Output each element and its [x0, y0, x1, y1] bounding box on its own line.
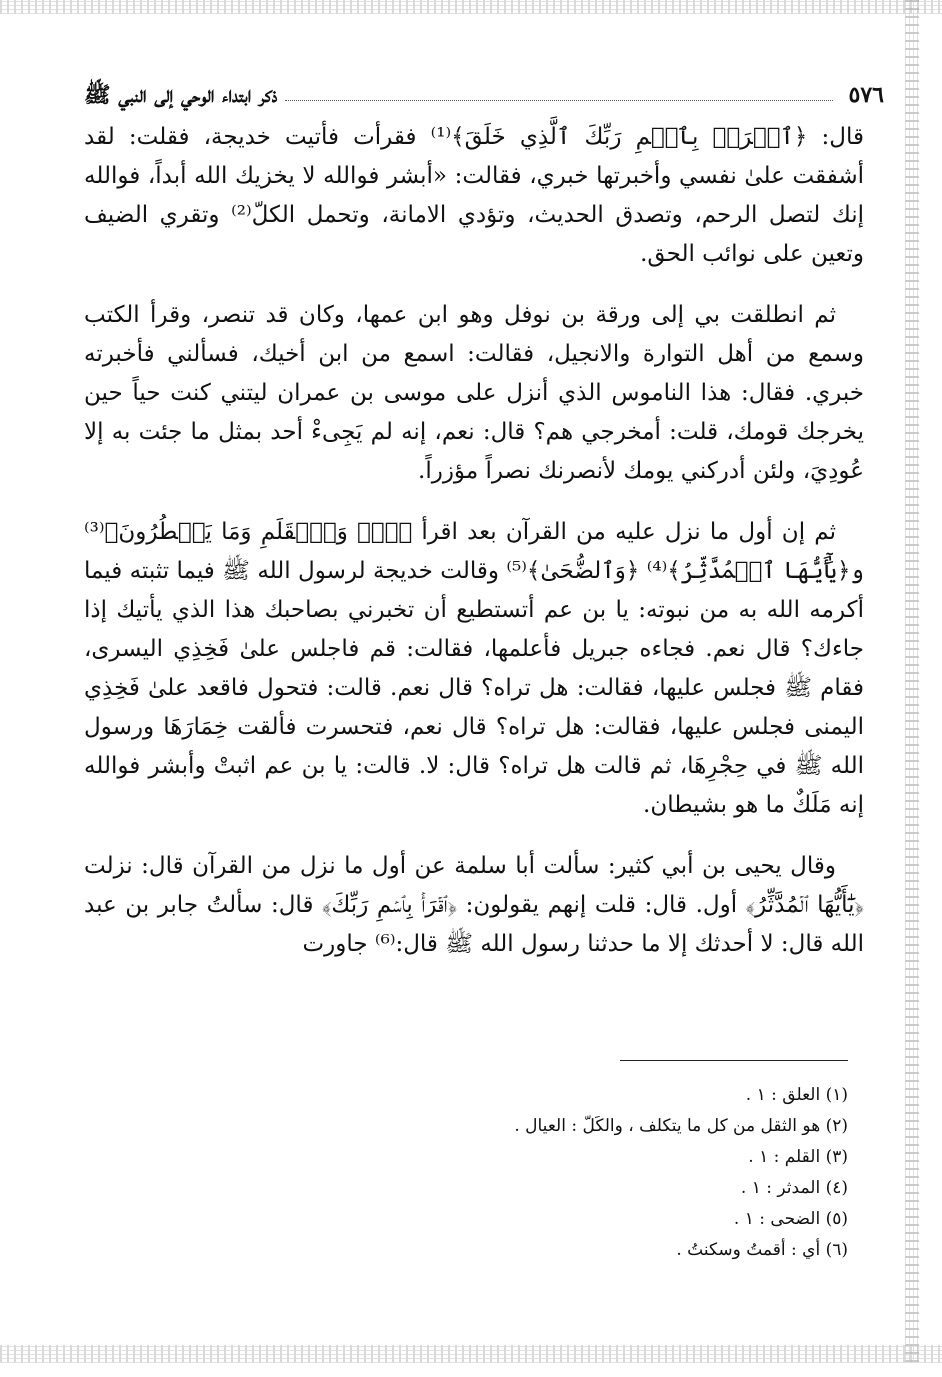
page-border-right: [905, 0, 919, 1362]
header-dotted-rule: [285, 100, 832, 101]
main-text: [84, 118, 864, 986]
footnote-4: (٤) المدثر : ١ .: [740, 1178, 848, 1198]
footnote-separator: [620, 1060, 848, 1061]
paragraph-4: وقال يحيى بن أبي كثير: سألت أبا سلمة عن أول ما نزل من القرآن قال: نزلت ﴿يَٰٓأَيُّهَا ٱلۡمُدَّثِّرُ﴾ أول. قال: قلت إنهم يقولون: ﴿ٱقۡرَأۡ بِٱسۡمِ رَبِّكَ﴾ قال: سألتُ جابر بن عبد الله قال: لا أحدثك إلا ما حدثنا رسول الله ﷺ قال:⁽⁶⁾ جاورت: [84, 853, 864, 957]
footnote-2: (٢) هو الثقل من كل ما يتكلف ، والكَلّ : العيال .: [514, 1116, 848, 1136]
footnote-1: (١) العلق : ١ .: [745, 1085, 848, 1105]
footnote-3: (٣) القلم : ١ .: [748, 1147, 848, 1167]
paragraph-1: قال: ﴿ٱقۡرَأۡ بِٱسۡمِ رَبِّكَ ٱلَّذِي خَلَقَ﴾⁽¹⁾ فقرأت فأتيت خديجة، فقلت: لقد أشفقت علىٰ نفسي وأخبرتها خبري، فقالت: «أبشر فوالله لا يخزيك الله أبداً، فوالله إنك لتصل الرحم، وتصدق الحديث، وتؤدي الامانة، وتحمل الكلّ⁽²⁾ وتقري الضيف وتعين على نوائب الحق.: [84, 124, 864, 267]
page-header: [84, 70, 884, 106]
footnotes: [300, 1080, 848, 1266]
footnote-6: (٦) أي : أقمتُ وسكنتُ .: [676, 1240, 848, 1260]
page-border-top: [0, 0, 942, 14]
footnote-5: (٥) الضحى : ١ .: [733, 1209, 848, 1229]
paragraph-2: ثم انطلقت بي إلى ورقة بن نوفل وهو ابن عمها، وكان قد تنصر، وقرأ الكتب وسمع من أهل التوارة والانجيل، فقالت: اسمع من ابن أخيك، فسألني فأخبرته خبري. فقال: هذا الناموس الذي أنزل على موسى بن عمران ليتني كنت حياً حين يخرجك قومك، قلت: أمخرجي هم؟ قال: نعم، إنه لم يَجِىءْ أحد بمثل ما جئت به إلا عُودِيَ، ولئن أدركني يومك لأنصرنك نصراً مؤزراً.: [84, 302, 864, 484]
page-border-bottom: [0, 1345, 942, 1363]
running-title: ذكر ابتداء الوحي إلى النبي ﷺ: [84, 82, 278, 108]
page-number: ٥٧٦: [848, 82, 884, 108]
paragraph-3: ثم إن أول ما نزل عليه من القرآن بعد اقرأ ﴿نٓۚ وَٱلۡقَلَمِ وَمَا يَسۡطُرُونَ﴾⁽³⁾ و﴿يَٰٓأَيُّهَا ٱلۡمُدَّثِّرُ﴾⁽⁴⁾ ﴿وَٱلضُّحَىٰ﴾⁽⁵⁾ وقالت خديجة لرسول الله ﷺ فيما تثبته فيما أكرمه الله به من نبوته: يا بن عم أتستطيع أن تخبرني بصاحبك هذا الذي يأتيك إذا جاءك؟ قال نعم. فجاءه جبريل فأعلمها، فقالت: قم فاجلس علىٰ فَخِذِي اليسرى، فقام ﷺ فجلس عليها، فقالت: هل تراه؟ قال نعم. قالت: فتحول فاقعد علىٰ فَخِذِي اليمنى فجلس عليها، فقالت: هل تراه؟ قال نعم، فتحسرت فألقت خِمَارَهَا ورسول الله ﷺ في حِجْرِهَا، ثم قالت هل تراه؟ قال: لا. قالت: يا بن عم اثبتْ وأبشر فوالله إنه مَلَكٌ ما هو بشيطان.: [84, 519, 864, 818]
